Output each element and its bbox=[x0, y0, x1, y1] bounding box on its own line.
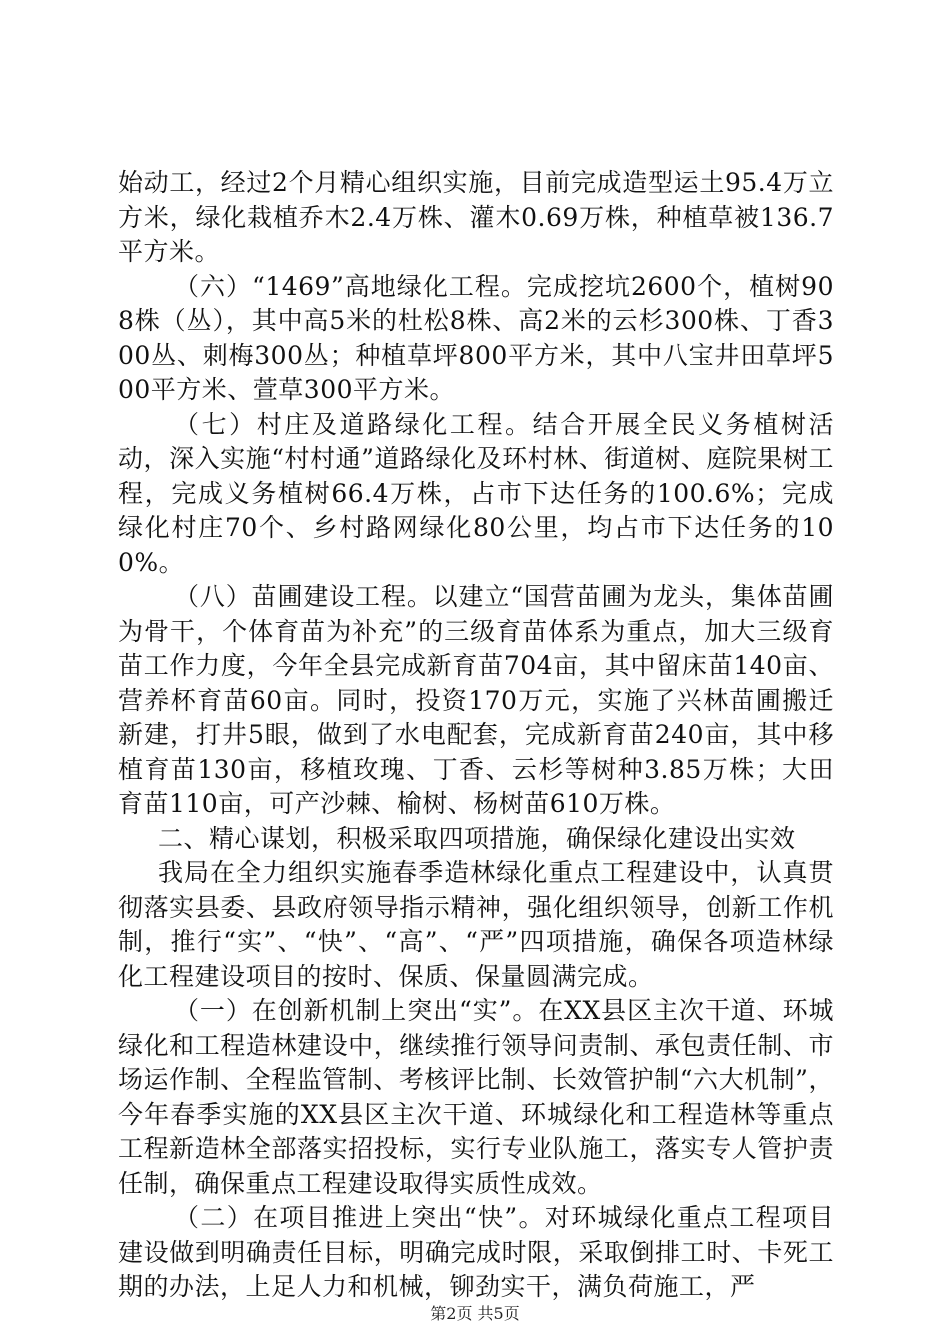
document-body bbox=[118, 166, 834, 1305]
page-footer: 第2页 共5页 bbox=[430, 1304, 520, 1323]
paragraph-measure-1: （一）在创新机制上突出“实”。在XX县区主次干道、环城绿化和工程造林建设中，继续推行领导问责制、承包责任制、市场运作制、全程监管制、考核评比制、长效管护制“六大机制”，今年春季实施的XX县区主次干道、环城绿化和工程造林等重点工程新造林全部落实招投标，实行专业队施工，落实专人管护责任制，确保重点工程建设取得实质性成效。 bbox=[118, 996, 834, 1198]
section-heading-2: 二、精心谋划，积极采取四项措施，确保绿化建设出实效 bbox=[158, 823, 796, 853]
paragraph-section-6: （六）“1469”高地绿化工程。完成挖坑2600个，植树908株（丛），其中高5米的杜松8株、高2米的云杉300株、丁香300丛、刺梅300丛；种植草坪800平方米，其中八宝井田草坪500平方米、萱草300平方米。 bbox=[118, 271, 834, 404]
paragraph-measure-2: （二）在项目推进上突出“快”。对环城绿化重点工程项目建设做到明确责任目标，明确完成时限，采取倒排工时、卡死工期的办法，上足人力和机械，铆劲实干，满负荷施工，严 bbox=[118, 1203, 834, 1301]
paragraph-section-8: （八）苗圃建设工程。以建立“国营苗圃为龙头，集体苗圃为骨干，个体育苗为补充”的三级育苗体系为重点，加大三级育苗工作力度，今年全县完成新育苗704亩，其中留床苗140亩、营养杯育苗60亩。同时，投资170万元，实施了兴林苗圃搬迁新建，打井5眼，做到了水电配套，完成新育苗240亩，其中移植育苗130亩，移植玫瑰、丁香、云杉等树种3.85万株；大田育苗110亩，可产沙棘、榆树、杨树苗610万株。 bbox=[118, 582, 834, 818]
paragraph-intro-measures: 我局在全力组织实施春季造林绿化重点工程建设中，认真贯彻落实县委、县政府领导指示精神，强化组织领导，创新工作机制，推行“实”、“快”、“高”、“严”四项措施，确保各项造林绿化工程建设项目的按时、保质、保量圆满完成。 bbox=[118, 858, 834, 991]
paragraph-continuation: 始动工，经过2个月精心组织实施，目前完成造型运土95.4万立方米，绿化栽植乔木2.4万株、灌木0.69万株，种植草被136.7平方米。 bbox=[118, 168, 834, 266]
paragraph-section-7: （七）村庄及道路绿化工程。结合开展全民义务植树活动，深入实施“村村通”道路绿化及环村林、街道树、庭院果树工程，完成义务植树66.4万株，占市下达任务的100.6%；完成绿化村庄70个、乡村路网绿化80公里，均占市下达任务的100%。 bbox=[118, 409, 834, 577]
